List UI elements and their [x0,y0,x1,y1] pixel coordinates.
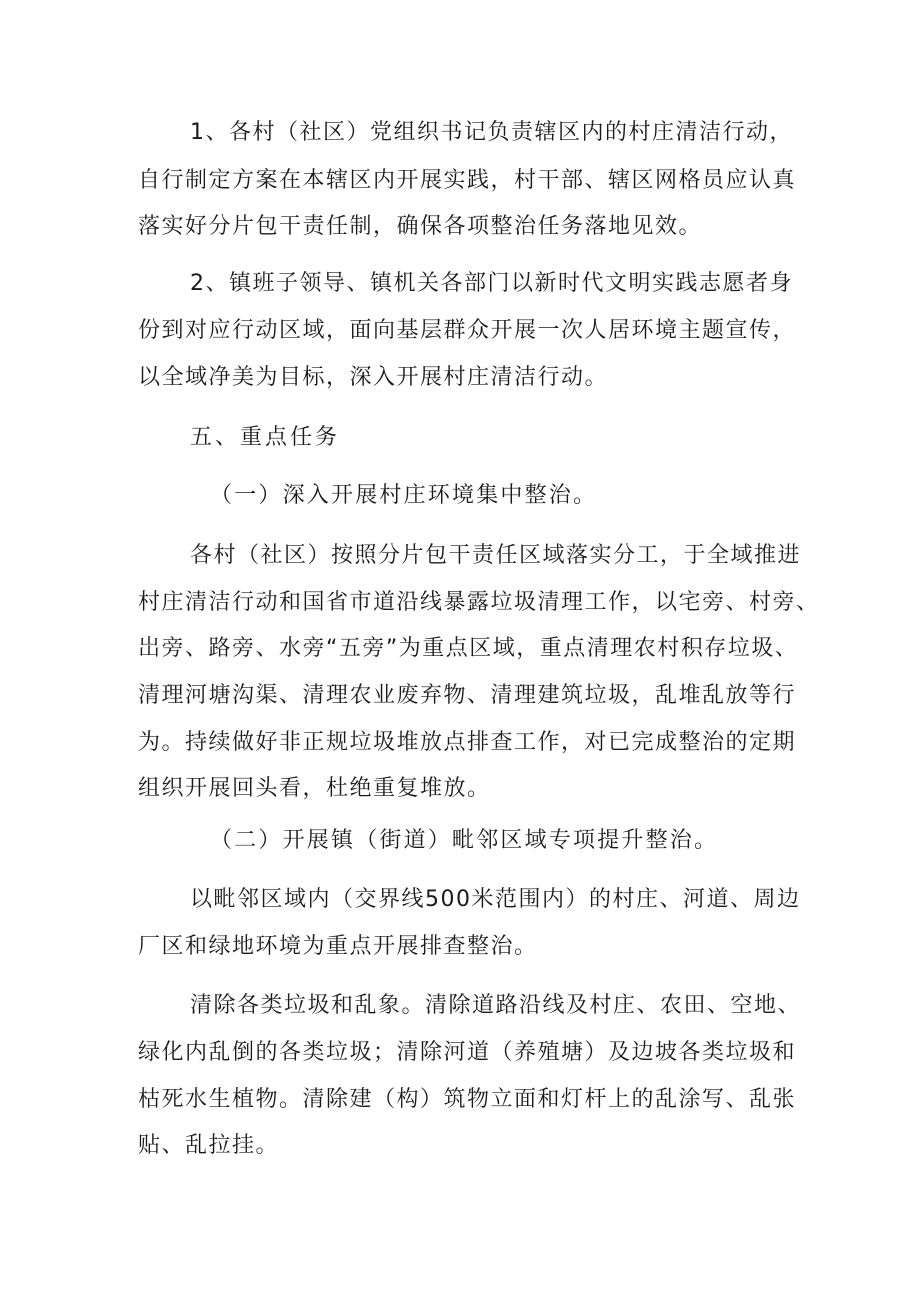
section-title: 五、重点任务 [190,425,341,450]
para1-line3: 落实好分片包干责任制，确保各项整治任务落地见效。 [138,214,703,239]
para5-line3: 枯死水生植物。清除建（构）筑物立面和灯杆上的乱涂写、乱张 [138,1087,797,1112]
para1-line2: 自行制定方案在本辖区内开展实践，村干部、辖区网格员应认真 [138,168,797,193]
para4-line2: 厂区和绿地环境为重点开展排查整治。 [138,934,538,959]
para2-line2: 份到对应行动区域，面向基层群众开展一次人居环境主题宣传， [138,318,797,343]
para5-line2: 绿化内乱倒的各类垃圾；清除河道（养殖塘）及边坡各类垃圾和 [138,1040,797,1065]
para3-line1: 各村（社区）按照分片包干责任区域落实分工，于全域推进 [190,543,802,568]
para3-line2: 村庄清洁行动和国省市道沿线暴露垃圾清理工作，以宅旁、村旁、 [138,590,820,615]
para1-line1: 1、各村（社区）党组织书记负责辖区内的村庄清洁行动， [190,120,793,145]
para5-line4: 贴、乱拉挂。 [138,1133,280,1158]
para2-line1: 2、镇班子领导、镇机关各部门以新时代文明实践志愿者身 [190,271,793,296]
para3-line4: 清理河塘沟渠、清理农业废弃物、清理建筑垃圾，乱堆乱放等行 [138,683,797,708]
subsection-2-title: （二）开展镇（街道）毗邻区域专项提升整治。 [210,828,719,853]
para2-line3: 以全域净美为目标，深入开展村庄清洁行动。 [138,365,609,390]
para4-line1: 以毗邻区域内（交界线500米范围内）的村庄、河道、周边 [190,887,801,912]
para3-line6: 组织开展回头看，杜绝重复堆放。 [138,776,491,801]
para5-line1: 清除各类垃圾和乱象。清除道路沿线及村庄、农田、空地、 [190,993,802,1018]
subsection-1-title: （一）深入开展村庄环境集中整治。 [210,483,598,508]
para3-line3: 岀旁、路旁、水旁“五旁”为重点区域，重点清理农村积存垃圾、 [138,636,799,661]
para3-line5: 为。持续做好非正规垃圾堆放点排查工作，对已完成整治的定期 [138,730,797,755]
